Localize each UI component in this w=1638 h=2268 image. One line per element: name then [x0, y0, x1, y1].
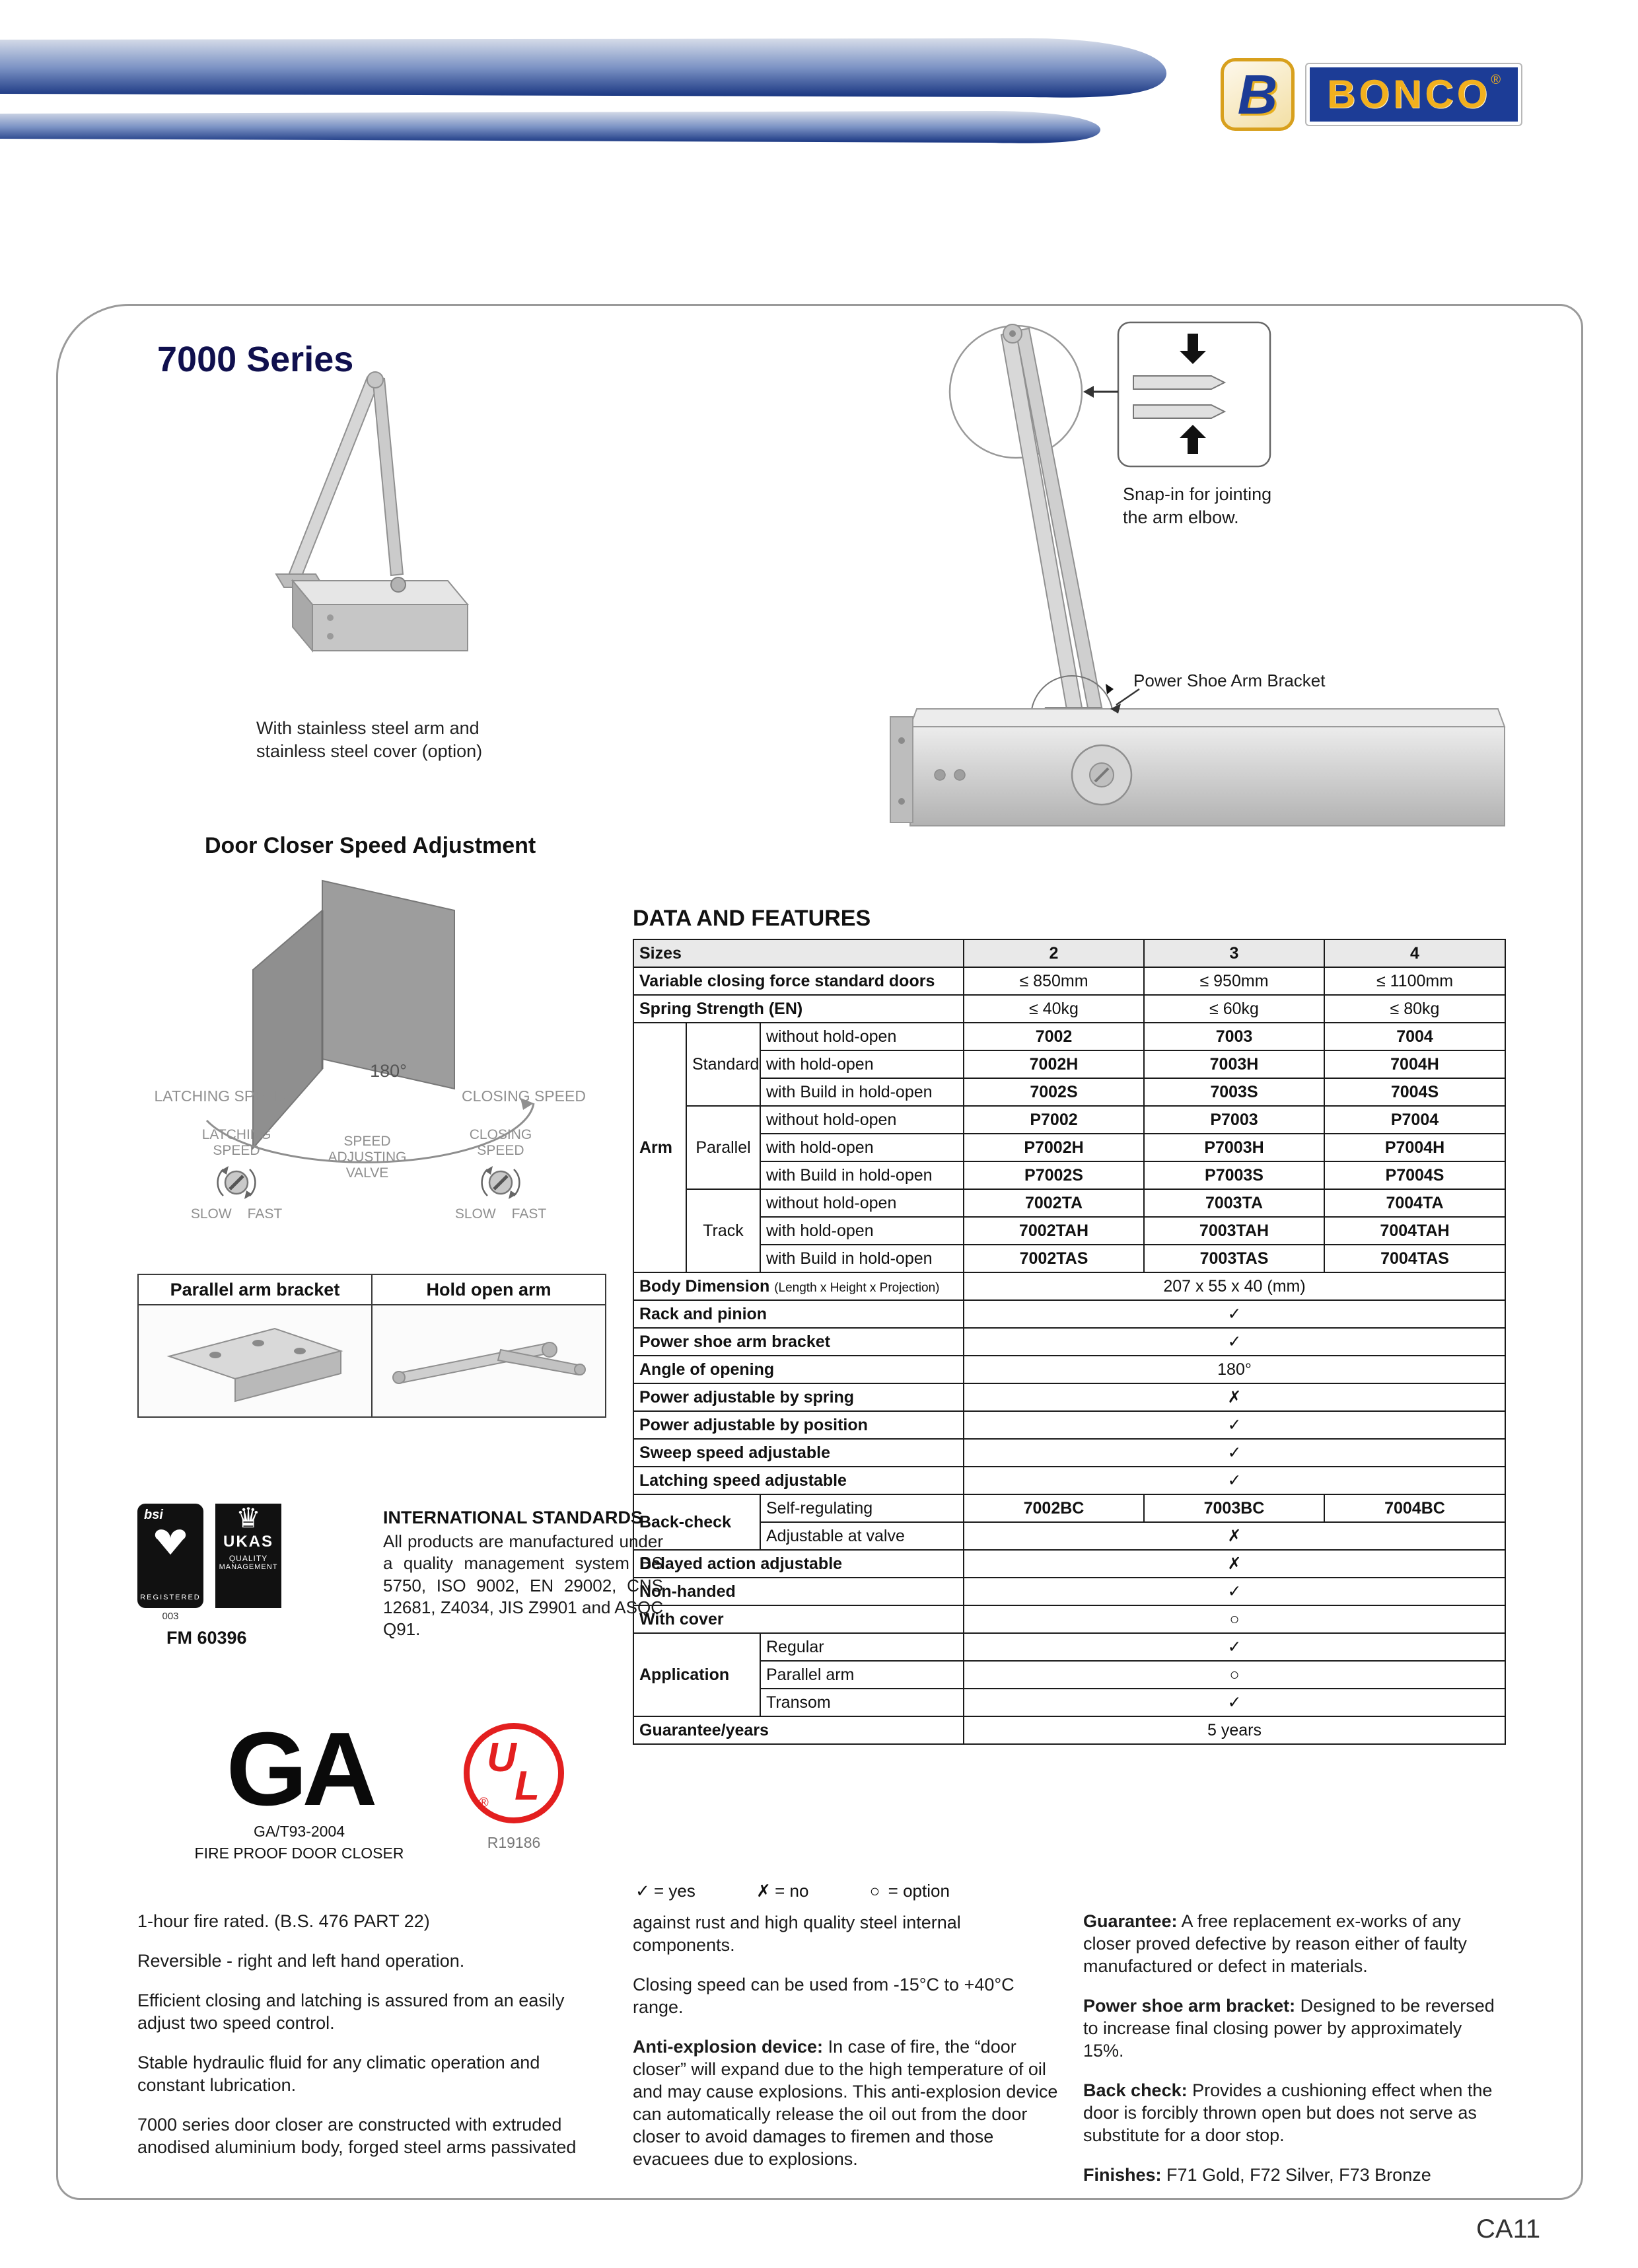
speed-adjustment-heading: Door Closer Speed Adjustment: [205, 833, 536, 858]
international-standards-block: [383, 1508, 663, 1640]
closer-body-front: [312, 604, 468, 651]
note-paragraph: Power shoe arm bracket: Designed to be reversed to increase final closing power by approximately 15%.: [1083, 1996, 1495, 2061]
hold-open-arm-image: [383, 1310, 594, 1409]
feature-label: Non-handed: [633, 1578, 964, 1605]
feature-symbol: ✗: [964, 1522, 1505, 1550]
closing-valve-group: [428, 1127, 573, 1223]
arm-option: with hold-open: [760, 1050, 964, 1078]
table-row: [633, 1078, 1505, 1106]
feature-symbol: ✓: [964, 1633, 1505, 1661]
application-option: Regular: [760, 1633, 964, 1661]
table-row: [633, 1522, 1505, 1550]
ukas-management-label: MANAGEMENT: [219, 1563, 278, 1572]
feature-symbol: ✗: [964, 1383, 1505, 1411]
bonco-b-letter: B: [1237, 63, 1278, 126]
feature-label: With cover: [633, 1605, 964, 1633]
application-label: Application: [633, 1633, 760, 1716]
model-number: 7002TA: [964, 1189, 1144, 1217]
feature-label: Power adjustable by spring: [633, 1383, 964, 1411]
model-number: P7002S: [964, 1161, 1144, 1189]
table-row: [633, 1716, 1505, 1744]
feature-symbol: ✓: [964, 1689, 1505, 1716]
table-row: [633, 1300, 1505, 1328]
note-paragraph: 7000 series door closer are constructed with extruded anodised aluminium body, forged steel arms passivated: [137, 2115, 577, 2158]
hold-open-arm-cell: [372, 1305, 606, 1417]
table-row: [633, 1050, 1505, 1078]
table-row: [633, 1023, 1505, 1050]
door-closer-small-illustration: [157, 352, 527, 709]
model-number: 7003BC: [1144, 1494, 1324, 1522]
body-front-face: [910, 727, 1505, 826]
angle-label: 180°: [370, 1061, 407, 1081]
feature-symbol: ✓: [964, 1578, 1505, 1605]
slow-fast-labels: SLOW FAST: [190, 1206, 283, 1222]
model-number: 7003TAS: [1144, 1245, 1324, 1272]
arm-elbow-joint: [367, 372, 383, 388]
table-row: [633, 1189, 1505, 1217]
feature-symbol: ✓: [964, 1467, 1505, 1494]
power-shoe-note: Power Shoe Arm Bracket: [1133, 671, 1326, 690]
closer-body-top: [293, 581, 468, 604]
arm-group: Standard: [686, 1023, 760, 1106]
feature-label: Delayed action adjustable: [633, 1550, 964, 1578]
ul-letter-l: L: [515, 1763, 540, 1809]
feature-symbol: 180°: [964, 1356, 1505, 1383]
feature-symbol: ○: [964, 1661, 1505, 1689]
model-number: 7004TA: [1324, 1189, 1505, 1217]
arm-option: with Build in hold-open: [760, 1161, 964, 1189]
backcheck-label: Back-check: [633, 1494, 760, 1550]
size-column-header: 4: [1324, 939, 1505, 967]
spindle: [391, 577, 406, 592]
feature-label: Angle of opening: [633, 1356, 964, 1383]
table-row: [633, 1633, 1505, 1661]
bracket-table: [137, 1274, 606, 1418]
bonco-logo: [1221, 58, 1521, 131]
feature-value: 207 x 55 x 40 (mm): [964, 1272, 1505, 1300]
ga-caption: FIRE PROOF DOOR CLOSER: [194, 1845, 404, 1862]
feature-label: Spring Strength (EN): [633, 995, 964, 1023]
feature-label: Variable closing force standard doors: [633, 967, 964, 995]
table-row: [633, 1134, 1505, 1161]
model-number: 7002H: [964, 1050, 1144, 1078]
model-number: 7004: [1324, 1023, 1505, 1050]
arm-group: Parallel: [686, 1106, 760, 1189]
end-plate-screw: [898, 798, 905, 805]
bracket-header-row: [138, 1274, 606, 1305]
table-row: [633, 1550, 1505, 1578]
model-number: 7002: [964, 1023, 1144, 1050]
model-number: 7002TAH: [964, 1217, 1144, 1245]
feature-symbol: ○: [964, 1605, 1505, 1633]
table-row: [633, 1689, 1505, 1716]
international-standards-heading: INTERNATIONAL STANDARDS: [383, 1508, 643, 1527]
note-paragraph: Reversible - right and left hand operation.: [137, 1951, 465, 1971]
valve-icon: [473, 1164, 528, 1202]
closer-caption: With stainless steel arm and stainless steel cover (option): [256, 718, 483, 762]
bracket-image-row: [138, 1305, 606, 1417]
size-column-header: 2: [964, 939, 1144, 967]
model-number: 7004BC: [1324, 1494, 1505, 1522]
table-row: [633, 995, 1505, 1023]
model-number: P7003H: [1144, 1134, 1324, 1161]
notes-column-3: [1083, 1910, 1495, 2203]
feature-value: ≤ 850mm: [964, 967, 1144, 995]
note-paragraph: Stable hydraulic fluid for any climatic operation and constant lubrication.: [137, 2053, 540, 2096]
backcheck-option: Self-regulating: [760, 1494, 964, 1522]
model-number: P7002H: [964, 1134, 1144, 1161]
feature-symbol: ✓: [964, 1328, 1505, 1356]
backcheck-option: Adjustable at valve: [760, 1522, 964, 1550]
note-paragraph: Efficient closing and latching is assured from an easily adjust two speed control.: [137, 1991, 565, 2033]
table-row: [633, 1494, 1505, 1522]
elbow-screw: [1009, 330, 1016, 337]
valve-screw: [935, 770, 945, 780]
fm-certificate-number: FM 60396: [166, 1628, 247, 1648]
bracket-header-parallel: Parallel arm bracket: [138, 1274, 372, 1305]
table-row: [633, 1161, 1505, 1189]
content-frame: [56, 304, 1583, 2200]
closer-arm: [288, 377, 379, 581]
bonco-b-icon: [1221, 58, 1295, 131]
model-number: 7003TA: [1144, 1189, 1324, 1217]
model-number: 7003S: [1144, 1078, 1324, 1106]
registered-mark: ®: [1491, 73, 1501, 87]
parallel-arm-bracket-cell: [138, 1305, 372, 1417]
body-end-plate: [890, 717, 913, 823]
application-option: Parallel arm: [760, 1661, 964, 1689]
arm-end-profile: [1133, 405, 1225, 418]
model-number: P7004H: [1324, 1134, 1505, 1161]
model-number: 7004TAS: [1324, 1245, 1505, 1272]
feature-value: ≤ 80kg: [1324, 995, 1505, 1023]
model-number: 7002BC: [964, 1494, 1144, 1522]
table-row: [633, 1605, 1505, 1633]
speed-adjustment-diagram: [124, 871, 613, 1257]
model-number: 7002S: [964, 1078, 1144, 1106]
parallel-arm-bracket-image: [149, 1310, 361, 1409]
valve-screw: [954, 770, 965, 780]
ga-letters: GA: [226, 1711, 373, 1827]
note-paragraph: Closing speed can be used from -15°C to +40°C range.: [633, 1975, 1015, 2018]
feature-label: Sweep speed adjustable: [633, 1439, 964, 1467]
notes-column-2: [633, 1911, 1059, 2187]
model-number: P7004: [1324, 1106, 1505, 1134]
size-column-header: 3: [1144, 939, 1324, 967]
model-number: 7004S: [1324, 1078, 1505, 1106]
arm-end-profile: [1133, 376, 1225, 389]
table-row: [633, 1356, 1505, 1383]
ukas-name: UKAS: [223, 1533, 273, 1551]
data-features-table: [633, 939, 1506, 1745]
arm-option: with Build in hold-open: [760, 1245, 964, 1272]
guarantee-label: Guarantee/years: [633, 1716, 964, 1744]
closing-speed-label: CLOSING SPEED: [469, 1127, 532, 1159]
arm-option: without hold-open: [760, 1106, 964, 1134]
page-number: CA11: [1476, 2214, 1541, 2244]
body-top-face: [910, 709, 1505, 727]
bonco-wordmark: [1306, 64, 1521, 125]
ga-standard-number: GA/T93-2004: [253, 1823, 345, 1841]
arm-option: with hold-open: [760, 1217, 964, 1245]
bonco-name: BONCO: [1327, 72, 1491, 116]
feature-value: ≤ 60kg: [1144, 995, 1324, 1023]
latching-speed-arc-label: LATCHING SPEED: [154, 1087, 286, 1105]
closing-speed-arc-label: CLOSING SPEED: [462, 1087, 586, 1105]
feature-symbol: ✓: [964, 1300, 1505, 1328]
table-row: [633, 1383, 1505, 1411]
arm-option: with hold-open: [760, 1134, 964, 1161]
note-paragraph: Back check: Provides a cushioning effect when the door is forcibly thrown open but does not serve as substitute for a door stop.: [1083, 2080, 1493, 2146]
table-row: [633, 1467, 1505, 1494]
table-row: [633, 1439, 1505, 1467]
note-paragraph: against rust and high quality steel internal components.: [633, 1913, 961, 1956]
application-option: Transom: [760, 1689, 964, 1716]
ukas-logo: [215, 1504, 281, 1608]
feature-label: Sizes: [633, 939, 964, 967]
feature-label: Rack and pinion: [633, 1300, 964, 1328]
arm-label: Arm: [633, 1023, 686, 1272]
legend-option: ○ = option: [869, 1881, 950, 1901]
feature-value: ≤ 950mm: [1144, 967, 1324, 995]
bsi-registered-label: REGISTERED: [140, 1593, 201, 1601]
arm-option: without hold-open: [760, 1023, 964, 1050]
table-row: [633, 1578, 1505, 1605]
ul-circle-mark: [464, 1723, 564, 1823]
table-row-sizes: [633, 939, 1505, 967]
feature-symbol: ✓: [964, 1439, 1505, 1467]
model-number: P7003S: [1144, 1161, 1324, 1189]
table-row: [633, 1245, 1505, 1272]
valve-icon: [209, 1164, 264, 1202]
series-title: 7000 Series: [157, 340, 354, 379]
model-number: P7004S: [1324, 1161, 1505, 1189]
table-row: [633, 1272, 1505, 1300]
door-closer-large-illustration: [818, 312, 1610, 894]
ul-registered-mark: ®: [479, 1796, 489, 1810]
model-number: 7003: [1144, 1023, 1324, 1050]
table-row: [633, 1661, 1505, 1689]
note-paragraph: Anti-explosion device: In case of fire, the “door closer” will expand due to the high temperature of oil and may cause explosions. This anti-explosion device can automatically release the oil out from the door closer to avoid damages to firemen and those evacuees due to explosions.: [633, 2037, 1058, 2170]
ga-logo: [187, 1711, 411, 1862]
shoe-note-line: [1116, 689, 1139, 705]
inset-pointer-arrowhead: [1083, 386, 1094, 398]
feature-symbol: ✗: [964, 1550, 1505, 1578]
end-plate-screw: [898, 737, 905, 744]
arm-option: with Build in hold-open: [760, 1078, 964, 1106]
standards-section: [137, 1498, 666, 1677]
guarantee-value: 5 years: [964, 1716, 1505, 1744]
model-number: P7003: [1144, 1106, 1324, 1134]
feature-symbol: ✓: [964, 1411, 1505, 1439]
note-paragraph: 1-hour fire rated. (B.S. 476 PART 22): [137, 1911, 430, 1931]
screw: [327, 614, 334, 621]
data-features-heading: DATA AND FEATURES: [633, 906, 871, 931]
main-arm: [1001, 330, 1082, 713]
symbol-legend: [635, 1881, 1006, 1901]
speed-adjusting-valve-label: SPEED ADJUSTING VALVE: [328, 1134, 407, 1181]
model-number: 7004TAH: [1324, 1217, 1505, 1245]
feature-label: Power shoe arm bracket: [633, 1328, 964, 1356]
door-frame-panel: [322, 881, 454, 1089]
bsi-certificate-number: 003: [162, 1611, 179, 1622]
table-row: [633, 1411, 1505, 1439]
model-number: 7003H: [1144, 1050, 1324, 1078]
note-paragraph: Finishes: F71 Gold, F72 Silver, F73 Bronze: [1083, 2165, 1431, 2185]
note-paragraph: Guarantee: A free replacement ex-works of any closer proved defective by reason either of faulty manufactured or defect in materials.: [1083, 1911, 1467, 1977]
bsi-logo: [137, 1504, 203, 1608]
legend-no: ✗ = no: [756, 1881, 809, 1901]
bracket-header-holdopen: Hold open arm: [372, 1274, 606, 1305]
legend-yes: ✓ = yes: [635, 1881, 695, 1901]
feature-label: Power adjustable by position: [633, 1411, 964, 1439]
arm-group: Track: [686, 1189, 760, 1272]
feature-value: ≤ 1100mm: [1324, 967, 1505, 995]
notes-column-1: [137, 1910, 600, 2176]
crown-icon: ♛: [236, 1502, 261, 1533]
table-row: [633, 967, 1505, 995]
slow-fast-labels: SLOW FAST: [454, 1206, 547, 1222]
closer-forearm: [373, 376, 403, 575]
arm-option: without hold-open: [760, 1189, 964, 1217]
model-number: 7003TAH: [1144, 1217, 1324, 1245]
table-row: [633, 1106, 1505, 1134]
screw: [327, 633, 334, 640]
feature-label: Body Dimension (Length x Height x Projection): [633, 1272, 964, 1300]
latching-valve-group: [164, 1127, 309, 1223]
model-number: 7002TAS: [964, 1245, 1144, 1272]
ukas-quality-label: QUALITY: [229, 1554, 268, 1564]
model-number: 7004H: [1324, 1050, 1505, 1078]
bsi-kitemark-icon: [152, 1525, 189, 1564]
open-door-leaf: [253, 910, 322, 1148]
model-number: P7002: [964, 1106, 1144, 1134]
feature-value: ≤ 40kg: [964, 995, 1144, 1023]
ul-logo: [445, 1723, 583, 1852]
table-row: [633, 1328, 1505, 1356]
fore-arm: [1016, 328, 1114, 774]
table-row: [633, 1217, 1505, 1245]
feature-label: Latching speed adjustable: [633, 1467, 964, 1494]
ul-letter-u: U: [487, 1735, 516, 1780]
latching-speed-label: LATCHING SPEED: [201, 1127, 271, 1159]
bsi-word: bsi: [144, 1508, 163, 1522]
shoe-arrow: [1106, 684, 1114, 694]
ul-file-number: R19186: [487, 1834, 541, 1851]
international-standards-text: All products are manufactured under a quality management system BS 5750, ISO 9002, EN 29002, CNS 12681, Z4034, JIS Z9901 and ASQC Q91.: [383, 1531, 663, 1640]
snap-note: Snap-in for jointing the arm elbow.: [1123, 484, 1272, 528]
